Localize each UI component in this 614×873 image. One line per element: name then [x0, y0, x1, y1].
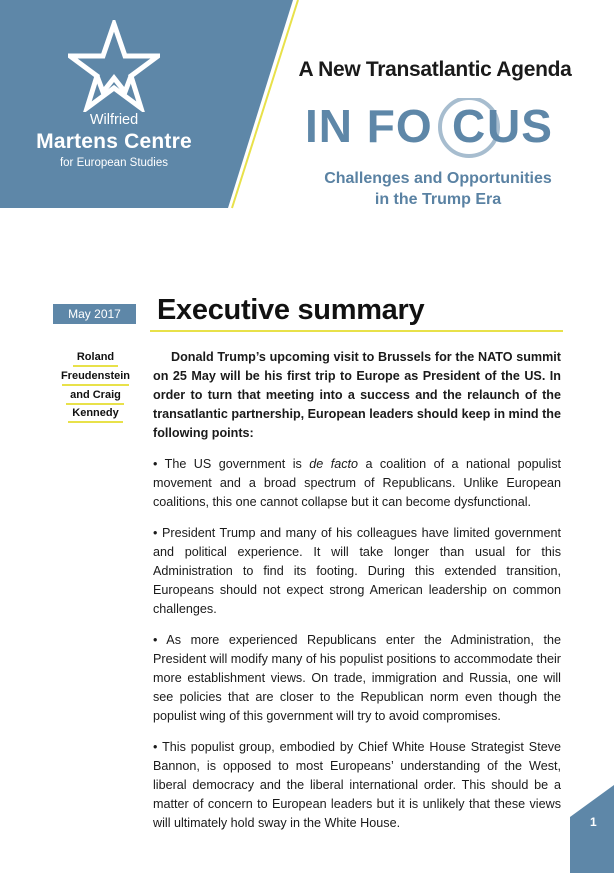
point-paragraph-4: • This populist group, embodied by Chief White House Strategist Steve Bannon, is opposed to most Europeans’ understanding of the West, liberal democracy and the liberal international order. This should be a matter of concern to European leaders but it is unlikely that these views will ultimately hold sway in the White House.: [153, 740, 561, 830]
author-underline: [62, 384, 129, 386]
subtitle-line-2: in the Trump Era: [374, 191, 502, 208]
heading-underline: [150, 330, 563, 332]
author-underline: [68, 421, 123, 423]
author-line-1: Roland: [76, 351, 115, 363]
intro-paragraph: Donald Trump’s upcoming visit to Brussels for the NATO summit on 25 May will be his first trip to Europe as President of the US. In order to turn that meeting into a success and the relaunch of the transatlantic partnership, European leaders should keep in mind the following points:: [153, 350, 561, 440]
page-number: 1: [590, 815, 597, 829]
svg-text:C: C: [452, 100, 486, 152]
section-heading: Executive summary: [157, 294, 425, 326]
martens-star-logo-icon: [68, 20, 160, 112]
subtitle-line-1: Challenges and Opportunities: [324, 170, 552, 187]
logo-text-for-european-studies: for European Studies: [59, 157, 169, 169]
point-emphasis: de facto: [309, 457, 359, 471]
point-paragraph-2: • President Trump and many of his colleagues have limited government and political experience. It will take longer than usual for this Administration to find its footing. During this extended transition, Europeans should not expect strong American leadership on common challenges.: [153, 526, 561, 616]
publication-subtitle: [298, 168, 578, 210]
publication-title: A New Transatlantic Agenda: [298, 58, 572, 81]
in-focus-wordmark: [305, 98, 565, 164]
author-line-3: and Craig: [70, 389, 121, 401]
page-corner-tab: [570, 785, 614, 873]
svg-text:US: US: [487, 100, 553, 152]
point-paragraph-1: [153, 455, 561, 512]
svg-text:IN FO: IN FO: [305, 100, 433, 152]
logo-text-martens-centre: Martens Centre: [36, 130, 192, 153]
author-line-4: Kennedy: [72, 407, 119, 419]
point-text: a coalition of a national populist movement and a broad spectrum of Republicans. Unlike European coalitions, this one cannot collapse but it can become dysfunctional.: [153, 457, 561, 509]
author-underline: [73, 365, 118, 367]
executive-summary-body: [153, 348, 561, 845]
author-line-2: Freudenstein: [60, 370, 131, 382]
point-text: • The US government is: [153, 457, 310, 471]
author-underline: [66, 403, 124, 405]
point-paragraph-3: • As more experienced Republicans enter the Administration, the President will modify many of his populist positions to accommodate their more establishment views. On trade, immigration and Russia, one will see policies that are closer to the Republican norm even though the populist wing of this government will try to avoid compromises.: [153, 633, 561, 723]
date-badge: May 2017: [53, 304, 136, 324]
logo-text-wilfried: Wilfried: [89, 112, 139, 128]
